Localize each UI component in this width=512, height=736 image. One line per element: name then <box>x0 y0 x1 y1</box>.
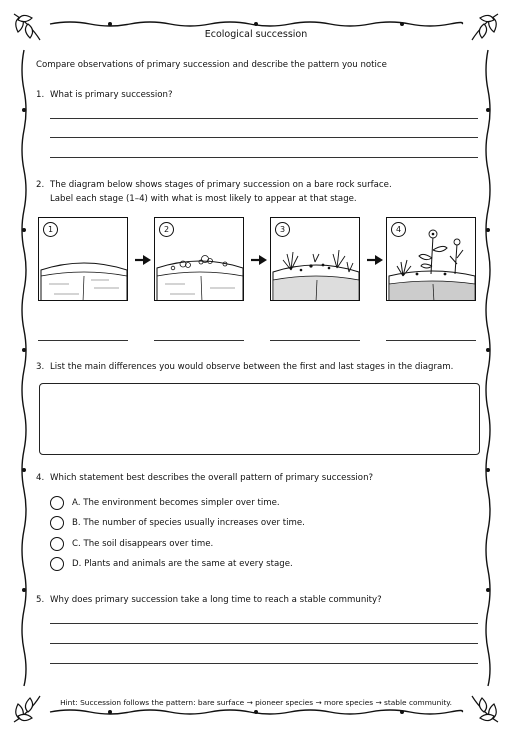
q2-number: 2. <box>36 180 45 190</box>
stage-3-label-line[interactable] <box>270 340 360 341</box>
stage-3-image <box>270 217 360 301</box>
q1-answer-line-3[interactable] <box>50 157 478 158</box>
q3-number: 3. <box>36 362 45 372</box>
stage-4-label-line[interactable] <box>386 340 476 341</box>
q1-text: What is primary succession? <box>50 90 173 100</box>
option-c-label: C. The soil disappears over time. <box>72 539 214 549</box>
stage-2-image <box>154 217 244 301</box>
option-a-radio[interactable] <box>50 496 64 510</box>
q4-number: 4. <box>36 473 45 483</box>
option-d-label: D. Plants and animals are the same at every stage. <box>72 559 293 569</box>
q3-answer-box[interactable] <box>39 383 480 455</box>
stage-2-badge: 2 <box>159 222 174 237</box>
q5-answer-line-3[interactable] <box>50 663 478 664</box>
intro-text: Compare observations of primary succession and describe the pattern you notice <box>36 60 387 70</box>
stage-1-image <box>38 217 128 301</box>
option-b-label: B. The number of species usually increases over time. <box>72 518 305 528</box>
option-b-radio[interactable] <box>50 516 64 530</box>
q4-text: Which statement best describes the overall pattern of primary succession? <box>50 473 374 483</box>
option-d-radio[interactable] <box>50 557 64 571</box>
arrow-right-icon <box>134 253 152 267</box>
q2-text-line1: The diagram below shows stages of primary succession on a bare rock surface. <box>50 180 392 190</box>
stage-1-badge: 1 <box>43 222 58 237</box>
q5-number: 5. <box>36 595 45 605</box>
arrow-right-icon <box>366 253 384 267</box>
q5-text: Why does primary succession take a long time to reach a stable community? <box>50 595 382 605</box>
q2-text-line2: Label each stage (1–4) with what is most likely to appear at that stage. <box>50 194 357 204</box>
q5-answer-line-2[interactable] <box>50 643 478 644</box>
hint-text: Hint: Succession follows the pattern: bare surface → pioneer species → more species → stable community. <box>60 698 452 707</box>
stage-2-label-line[interactable] <box>154 340 244 341</box>
page-title: Ecological succession <box>204 29 308 40</box>
option-c-radio[interactable] <box>50 537 64 551</box>
stage-3-badge: 3 <box>275 222 290 237</box>
q3-text: List the main differences you would observe between the first and last stages in the diagram. <box>50 362 454 372</box>
q1-answer-line-1[interactable] <box>50 118 478 119</box>
q1-number: 1. <box>36 90 45 100</box>
stage-1-label-line[interactable] <box>38 340 128 341</box>
stage-4-image <box>386 217 476 301</box>
arrow-right-icon <box>250 253 268 267</box>
q5-answer-line-1[interactable] <box>50 623 478 624</box>
q1-answer-line-2[interactable] <box>50 137 478 138</box>
stage-4-badge: 4 <box>391 222 406 237</box>
option-a-label: A. The environment becomes simpler over time. <box>72 498 280 508</box>
